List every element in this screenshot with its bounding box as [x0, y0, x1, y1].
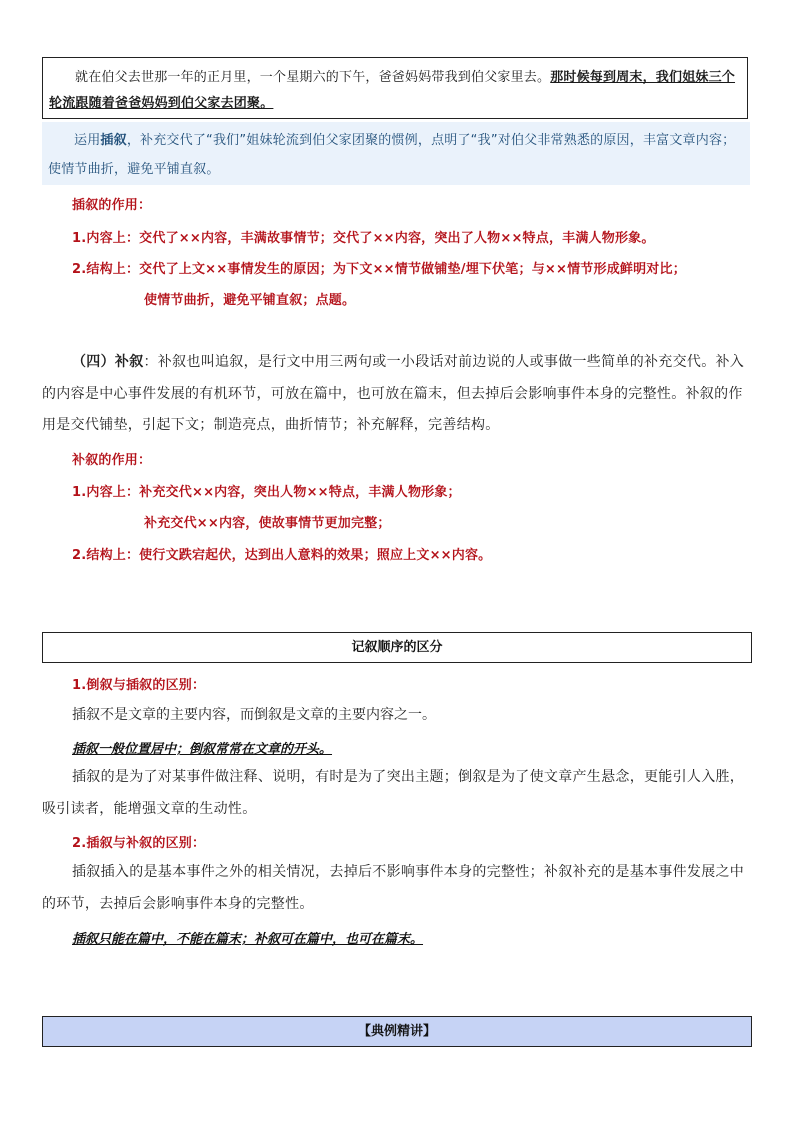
- section-title: 记叙顺序的区分: [351, 640, 443, 655]
- supplement-label: （四）补叙: [72, 354, 144, 370]
- quote-underlined-text: 那时候每到周末，我们姐妹三个轮流跟随着爸爸妈妈到伯父家去团聚。: [49, 70, 736, 111]
- insert-role-heading: 插叙的作用：: [72, 198, 152, 213]
- supplement-role-content-2: 补充交代××内容，使故事情节更加完整；: [144, 516, 391, 531]
- distinguish-item2-heading: 2.插叙与补叙的区别：: [72, 836, 206, 851]
- supplement-role-structure: 2.结构上：使行文跌宕起伏，达到出人意料的效果；照应上文××内容。: [72, 548, 492, 563]
- insert-role-content: 1.内容上：交代了××内容，丰满故事情节；交代了××内容，突出了人物××特点，丰满人物形象。: [72, 231, 655, 246]
- insert-role-structure-2: 使情节曲折，避免平铺直叙；点题。: [144, 293, 356, 308]
- distinguish-item2-p1: 插叙插入的是基本事件之外的相关情况，去掉后不影响事件本身的完整性；补叙补充的是基本事件发展之中的环节，去掉后会影响事件本身的完整性。: [42, 864, 745, 912]
- distinguish-item1-p1: 插叙不是文章的主要内容，而倒叙是文章的主要内容之一。: [72, 707, 436, 723]
- analysis-box: [42, 122, 750, 185]
- supplement-role-content-1: 1.内容上：补充交代××内容，突出人物××特点，丰满人物形象；: [72, 485, 461, 500]
- insert-role-structure-1: 2.结构上：交代了上文××事情发生的原因；为下文××情节做铺垫/埋下伏笔；与××情节形成鲜明对比；: [72, 262, 686, 277]
- example-title: 【典例精讲】: [357, 1024, 436, 1039]
- analysis-keyword: 插叙: [100, 133, 127, 148]
- analysis-text: ，补充交代了“我们”姐妹轮流到伯父家团聚的惯例，点明了“我”对伯父非常熟悉的原因，丰富文章内容；使情节曲折，避免平铺直叙。: [48, 133, 736, 177]
- section-title-box: [42, 632, 752, 663]
- supplement-paragraph: [42, 347, 750, 442]
- supplement-text: ：补叙也叫追叙，是行文中用三两句或一小段话对前边说的人或事做一些简单的补充交代。补入的内容是中心事件发展的有机环节，可放在篇中，也可放在篇末，但去掉后会影响事件本身的完整性。补叙的作用是交代铺垫，引起下文；制造亮点，曲折情节；补充解释，完善结构。: [42, 354, 745, 433]
- analysis-prefix: 运用: [74, 133, 101, 148]
- distinguish-item2-p1-block: [42, 857, 750, 920]
- distinguish-item1-p2-block: [42, 762, 750, 825]
- supplement-role-heading: 补叙的作用：: [72, 453, 152, 468]
- distinguish-item1-heading: 1.倒叙与插叙的区别：: [72, 678, 206, 693]
- example-banner: [42, 1016, 752, 1047]
- distinguish-item1-p2: 插叙的是为了对某事件做注释、说明，有时是为了突出主题；倒叙是为了使文章产生悬念，更能引人入胜，吸引读者，能增强文章的生动性。: [42, 769, 745, 817]
- quote-box: [42, 57, 748, 119]
- quote-text: 就在伯父去世那一年的正月里，一个星期六的下午，爸爸妈妈带我到伯父家里去。: [75, 70, 551, 85]
- distinguish-item2-note: 插叙只能在篇中，不能在篇末；补叙可在篇中，也可在篇末。: [72, 932, 424, 947]
- distinguish-item1-note: 插叙一般位置居中；倒叙常常在文章的开头。: [72, 742, 333, 757]
